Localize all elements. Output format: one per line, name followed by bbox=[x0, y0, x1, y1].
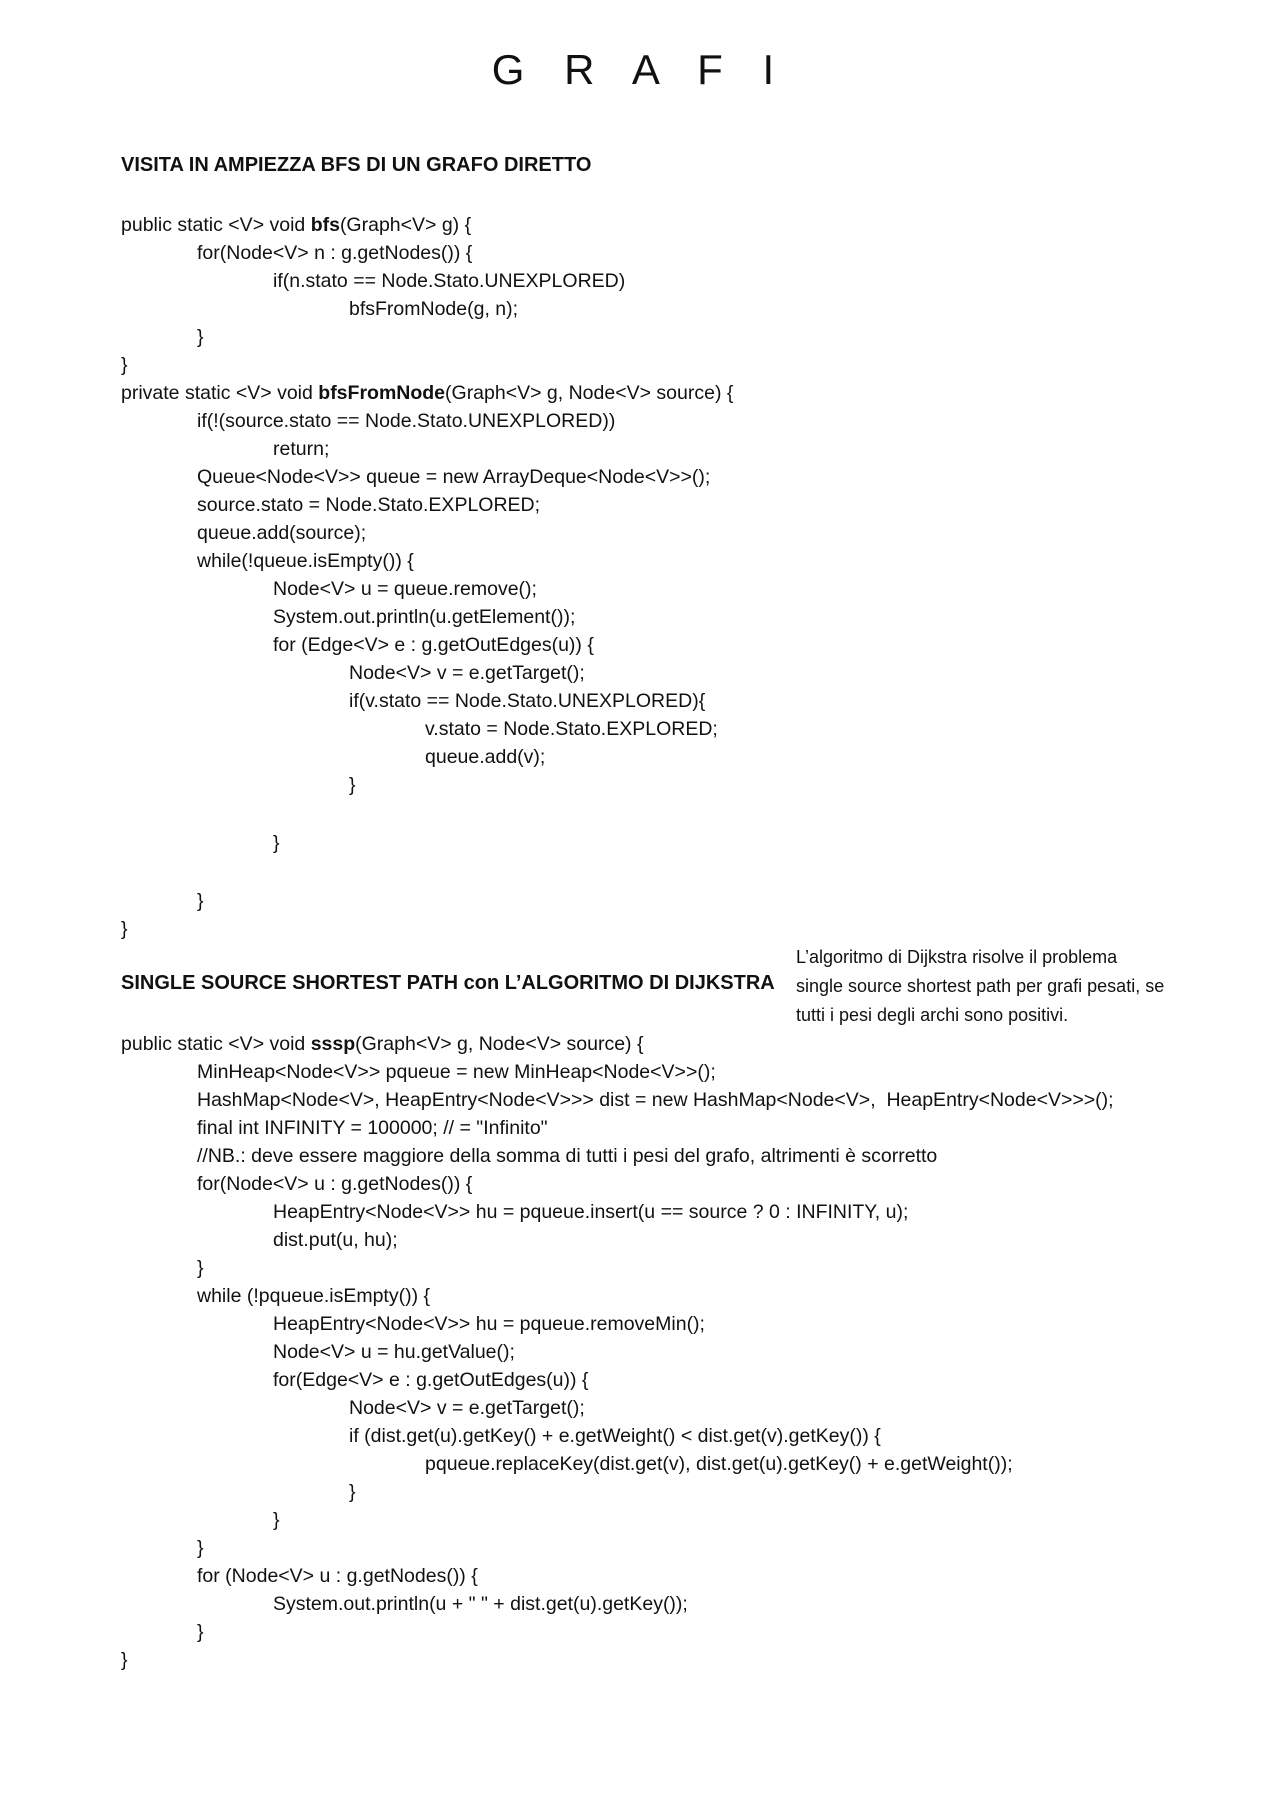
code-line: System.out.println(u + " " + dist.get(u).getKey()); bbox=[273, 1593, 688, 1615]
code-line: } bbox=[273, 1509, 280, 1531]
code-text: public static <V> void bbox=[121, 214, 311, 236]
code-line: for(Edge<V> e : g.getOutEdges(u)) { bbox=[273, 1369, 589, 1391]
page-title: G R A F I bbox=[491, 46, 789, 93]
code-line: while (!pqueue.isEmpty()) { bbox=[197, 1285, 431, 1307]
code-line: v.stato = Node.Stato.EXPLORED; bbox=[425, 718, 718, 740]
code-line: } bbox=[197, 1537, 204, 1559]
code-line bbox=[121, 379, 733, 407]
code-line: if (dist.get(u).getKey() + e.getWeight() < dist.get(v).getKey()) { bbox=[349, 1425, 881, 1447]
code-line: source.stato = Node.Stato.EXPLORED; bbox=[197, 494, 541, 516]
code-text: (Graph<V> g, Node<V> source) { bbox=[445, 382, 734, 404]
code-line: HeapEntry<Node<V>> hu = pqueue.insert(u == source ? 0 : INFINITY, u); bbox=[273, 1201, 909, 1223]
bfs-code-block bbox=[121, 211, 733, 943]
code-line bbox=[121, 211, 733, 239]
code-line: queue.add(v); bbox=[425, 746, 546, 768]
code-line: HashMap<Node<V>, HeapEntry<Node<V>>> dist = new HashMap<Node<V>, HeapEntry<Node<V>>>(); bbox=[197, 1089, 1114, 1111]
code-line: } bbox=[197, 326, 204, 348]
note-line: single source shortest path per grafi pesati, se bbox=[796, 976, 1165, 996]
note-line: L’algoritmo di Dijkstra risolve il problema bbox=[796, 947, 1118, 967]
code-line: } bbox=[121, 918, 128, 940]
method-name: sssp bbox=[310, 1033, 356, 1055]
note-line: tutti i pesi degli archi sono positivi. bbox=[796, 1005, 1069, 1025]
code-line: } bbox=[349, 774, 356, 796]
code-line: for (Edge<V> e : g.getOutEdges(u)) { bbox=[273, 634, 594, 656]
method-name: bfs bbox=[310, 214, 340, 236]
code-line: if(!(source.stato == Node.Stato.UNEXPLORED)) bbox=[197, 410, 616, 432]
code-line: Node<V> u = queue.remove(); bbox=[273, 578, 537, 600]
bfs-heading: VISITA IN AMPIEZZA BFS DI UN GRAFO DIRETTO bbox=[121, 154, 592, 176]
code-text: public static <V> void bbox=[121, 1033, 311, 1055]
code-line: } bbox=[197, 890, 204, 912]
code-line: if(n.stato == Node.Stato.UNEXPLORED) bbox=[273, 270, 626, 292]
dijkstra-note bbox=[796, 943, 1236, 1030]
code-line: pqueue.replaceKey(dist.get(v), dist.get(u).getKey() + e.getWeight()); bbox=[425, 1453, 1013, 1475]
code-line: } bbox=[197, 1621, 204, 1643]
code-line: Node<V> v = e.getTarget(); bbox=[349, 662, 585, 684]
code-line: //NB.: deve essere maggiore della somma di tutti i pesi del grafo, altrimenti è scorretto bbox=[197, 1145, 938, 1167]
dijkstra-code-block bbox=[121, 1030, 1114, 1674]
dijkstra-heading: SINGLE SOURCE SHORTEST PATH con L’ALGORITMO DI DIJKSTRA bbox=[121, 972, 775, 994]
code-line: } bbox=[121, 1649, 128, 1671]
code-line: while(!queue.isEmpty()) { bbox=[197, 550, 414, 572]
code-line: HeapEntry<Node<V>> hu = pqueue.removeMin(); bbox=[273, 1313, 705, 1335]
code-line: final int INFINITY = 100000; // = "Infinito" bbox=[197, 1117, 548, 1139]
code-line: MinHeap<Node<V>> pqueue = new MinHeap<Node<V>>(); bbox=[197, 1061, 716, 1083]
code-line: for(Node<V> u : g.getNodes()) { bbox=[197, 1173, 473, 1195]
code-line: dist.put(u, hu); bbox=[273, 1229, 398, 1251]
code-line: for(Node<V> n : g.getNodes()) { bbox=[197, 242, 473, 264]
code-line: Node<V> v = e.getTarget(); bbox=[349, 1397, 585, 1419]
code-line: for (Node<V> u : g.getNodes()) { bbox=[197, 1565, 478, 1587]
code-line: Node<V> u = hu.getValue(); bbox=[273, 1341, 515, 1363]
code-line: if(v.stato == Node.Stato.UNEXPLORED){ bbox=[349, 690, 706, 712]
code-text: private static <V> void bbox=[121, 382, 319, 404]
code-line: } bbox=[197, 1257, 204, 1279]
code-line: System.out.println(u.getElement()); bbox=[273, 606, 576, 628]
code-line: bfsFromNode(g, n); bbox=[349, 298, 519, 320]
code-line: } bbox=[349, 1481, 356, 1503]
code-line: } bbox=[273, 832, 280, 854]
code-line: Queue<Node<V>> queue = new ArrayDeque<Node<V>>(); bbox=[197, 466, 711, 488]
code-line: } bbox=[121, 354, 128, 376]
code-line: queue.add(source); bbox=[197, 522, 367, 544]
method-name: bfsFromNode bbox=[318, 382, 446, 404]
code-line: return; bbox=[273, 438, 330, 460]
code-line bbox=[121, 1030, 1114, 1058]
code-text: (Graph<V> g, Node<V> source) { bbox=[355, 1033, 644, 1055]
code-text: (Graph<V> g) { bbox=[339, 214, 472, 236]
